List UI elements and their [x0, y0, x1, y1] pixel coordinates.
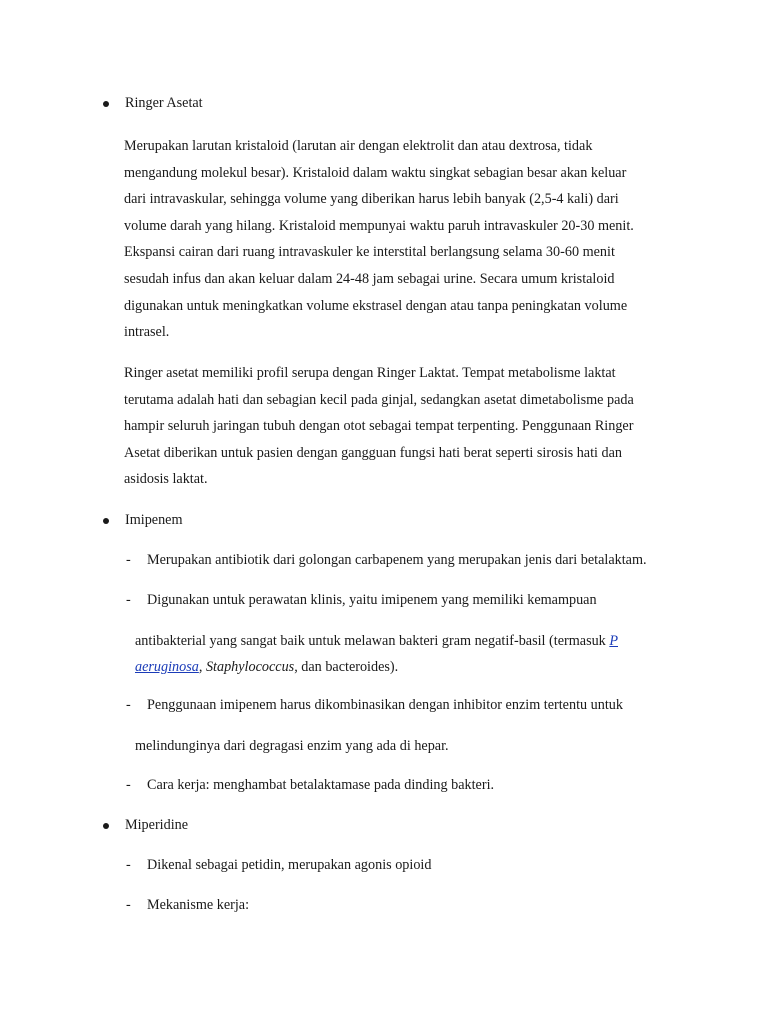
text-line: Merupakan larutan kristaloid (larutan air dengan elektrolit dan atau dextrosa, tidak	[124, 138, 593, 154]
list-item-imipenem-1: Merupakan antibiotik dari golongan carbapenem yang merupakan jenis dari betalaktam.	[147, 552, 647, 568]
paragraph-ringer-1	[124, 133, 678, 346]
list-item-imipenem-2: Digunakan untuk perawatan klinis, yaitu imipenem yang memiliki kemampuan	[147, 592, 597, 608]
dash-marker: -	[126, 592, 131, 608]
list-item-imipenem-4: Cara kerja: menghambat betalaktamase pada dinding bakteri.	[147, 777, 495, 793]
dash-marker: -	[126, 777, 131, 793]
list-item-miperidine-2: Mekanisme kerja:	[147, 897, 250, 913]
text-line: hampir seluruh jaringan tubuh dengan otot sebagai tempat terpenting. Penggunaan Ringer	[124, 418, 634, 435]
text-line: terutama adalah hati dan sebagian kecil pada ginjal, sedangkan asetat dimetabolisme pada	[124, 391, 634, 408]
italic-term: Staphylococcus	[205, 659, 295, 675]
text-line: intrasel.	[124, 324, 170, 341]
text-run: ,	[198, 659, 206, 675]
text-line: dari intravaskular, sehingga volume yang diberikan harus lebih banyak (2,5-4 kali) dari	[124, 191, 619, 208]
reference-link[interactable]: P	[609, 633, 618, 649]
paragraph-ringer-2	[124, 360, 678, 493]
list-item-miperidine-1: Dikenal sebagai petidin, merupakan agonis opioid	[147, 857, 432, 873]
text-line: Ekspansi cairan dari ruang intravaskuler ke interstital berlangsung selama 30-60 menit	[124, 244, 615, 261]
dash-marker: -	[126, 697, 131, 713]
list-item-imipenem-3-continuation: melindunginya dari degragasi enzim yang ada di hepar.	[135, 738, 449, 754]
text-line: volume darah yang hilang. Kristaloid mempunyai waktu paruh intravaskuler 20-30 menit.	[124, 217, 634, 234]
text-line: asidosis laktat.	[124, 471, 208, 488]
text-line: mengandung molekul besar). Kristaloid dalam waktu singkat sebagian besar akan keluar	[124, 164, 627, 181]
dash-marker: -	[126, 897, 131, 913]
list-item-imipenem-2-continuation	[135, 628, 680, 680]
section-heading-miperidine: Miperidine	[125, 817, 189, 833]
dash-marker: -	[126, 552, 131, 568]
text-line: Ringer asetat memiliki profil serupa dengan Ringer Laktat. Tempat metabolisme laktat	[124, 365, 616, 381]
text-run: antibakterial yang sangat baik untuk melawan bakteri gram negatif-basil (termasuk	[135, 633, 610, 649]
reference-link[interactable]: aeruginosa	[135, 659, 199, 675]
section-heading-imipenem: Imipenem	[125, 512, 183, 528]
text-run: , dan bacteroides).	[294, 659, 399, 675]
bullet-icon	[103, 101, 109, 107]
bullet-icon	[103, 518, 109, 524]
bullet-icon	[103, 823, 109, 829]
list-item-imipenem-3: Penggunaan imipenem harus dikombinasikan dengan inhibitor enzim tertentu untuk	[147, 697, 623, 713]
text-line: sesudah infus dan akan keluar dalam 24-48 jam sebagai urine. Secara umum kristaloid	[124, 270, 615, 287]
text-line: Asetat diberikan untuk pasien dengan gangguan fungsi hati berat seperti sirosis hati dan	[124, 444, 623, 461]
dash-marker: -	[126, 857, 131, 873]
section-heading-ringer: Ringer Asetat	[125, 95, 203, 111]
text-line: digunakan untuk meningkatkan volume ekstrasel dengan atau tanpa peningkatan volume	[124, 297, 628, 314]
